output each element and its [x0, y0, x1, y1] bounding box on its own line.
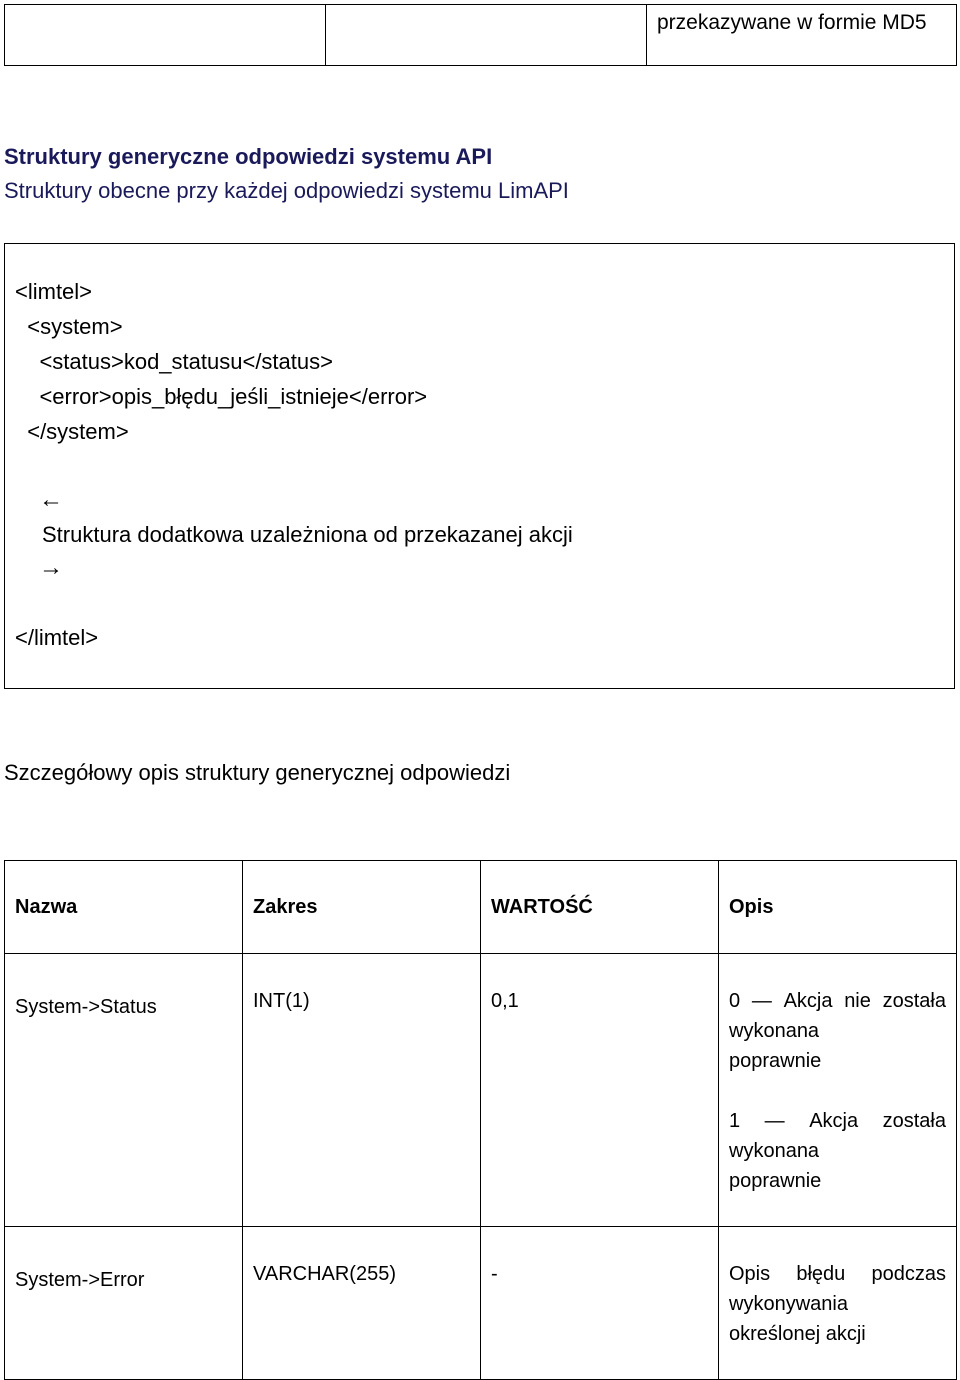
code-line-error: <error>opis_błędu_jeśli_istnieje</error>: [15, 384, 428, 409]
cell-name: System->Status: [5, 954, 243, 1227]
header-table: [4, 4, 957, 66]
page-title: Struktury generyczne odpowiedzi systemu API: [4, 144, 493, 169]
header-nazwa: Nazwa: [5, 861, 243, 954]
header-opis: Opis: [719, 861, 957, 954]
cell-name: System->Error: [5, 1227, 243, 1380]
desc-line: 0 — Akcja nie została: [729, 990, 946, 1012]
desc-line: Opis błędu podczas: [729, 1263, 946, 1285]
section-title: Szczegółowy opis struktury generycznej odpowiedzi: [4, 760, 511, 785]
xml-structure-box: [4, 243, 955, 689]
header-cell-2: [326, 5, 647, 66]
table-row: [5, 954, 957, 1227]
header-zakres: Zakres: [243, 861, 481, 954]
header-wartosc: WARTOŚĆ: [481, 861, 719, 954]
cell-desc: 0 — Akcja nie została wykonana poprawnie 1 — Akcja została wykonana poprawnie: [719, 954, 957, 1227]
cell-range: VARCHAR(255): [243, 1227, 481, 1380]
page-subtitle: Struktury obecne przy każdej odpowiedzi systemu LimAPI: [4, 178, 569, 203]
cell-value: -: [481, 1227, 719, 1380]
cell-range: INT(1): [243, 954, 481, 1227]
arrow-right-icon: →: [39, 554, 63, 581]
code-line-limtel-close: </limtel>: [15, 625, 99, 650]
code-line-status: <status>kod_statusu</status>: [15, 349, 333, 374]
heading-block: [4, 140, 954, 208]
table-row: [5, 1227, 957, 1380]
cell-desc: Opis błędu podczas wykonywania określonej akcji: [719, 1227, 957, 1380]
cell-value: 0,1: [481, 954, 719, 1227]
header-cell-md5: przekazywane w formie MD5: [647, 5, 957, 66]
desc-line: 1 — Akcja została: [729, 1110, 946, 1132]
code-line-additional-structure: Struktura dodatkowa uzależniona od przekazanej akcji: [42, 522, 573, 547]
table-header-row: [5, 861, 957, 954]
code-line-system-open: <system>: [15, 314, 123, 339]
code-line-limtel-open: <limtel>: [15, 279, 93, 304]
code-line-system-close: </system>: [15, 419, 129, 444]
header-cell-1: [5, 5, 326, 66]
spec-table: [4, 860, 957, 1380]
arrow-left-icon: ←: [39, 486, 63, 513]
